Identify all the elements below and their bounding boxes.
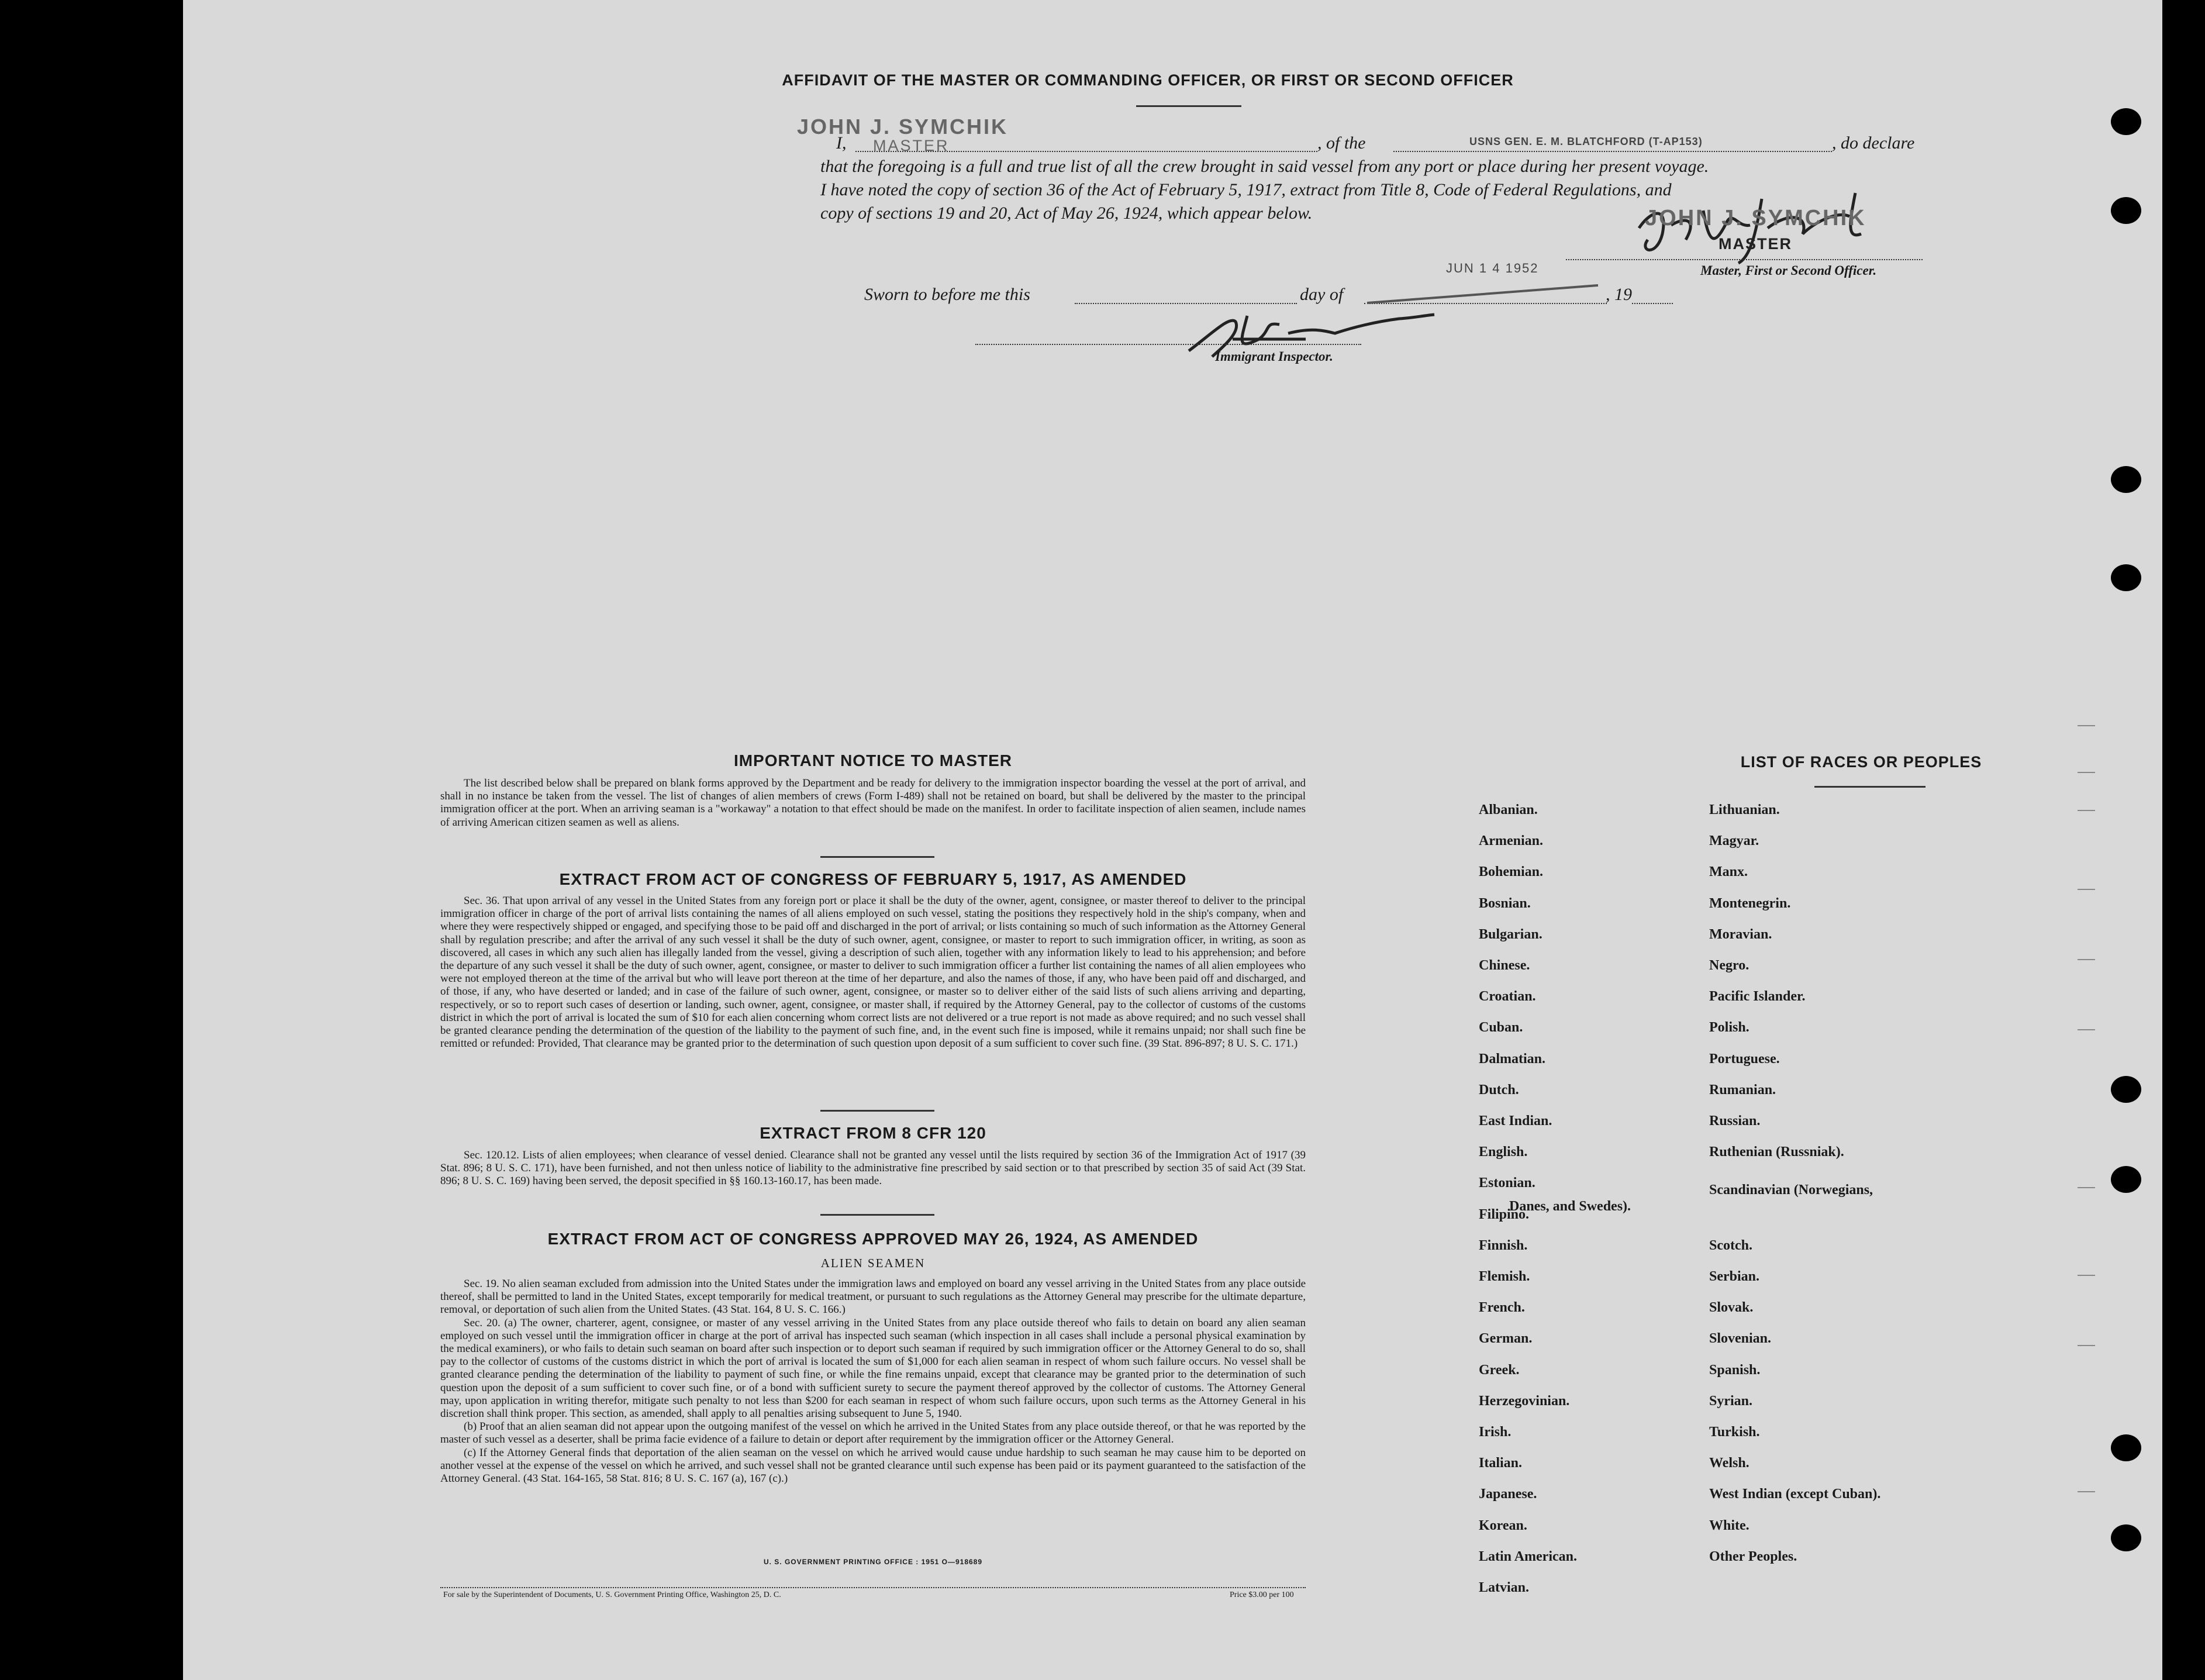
race-item: West Indian (except Cuban). [1709, 1486, 1881, 1502]
affidavit-body-line2: that the foregoing is a full and true list of all the crew brought in said vessel from any port or place during her present voyage. [820, 157, 1709, 176]
alien-seamen-subtitle: ALIEN SEAMEN [820, 1256, 926, 1270]
year-prefix: , 19 [1606, 285, 1632, 304]
notice-heading: IMPORTANT NOTICE TO MASTER [733, 751, 1013, 770]
punch-hole [2111, 1076, 2141, 1103]
punch-hole [2111, 1434, 2141, 1461]
margin-mark [2078, 889, 2095, 890]
master-rank-stamp: MASTER [873, 137, 950, 154]
race-item: Cuban. [1479, 1020, 1523, 1036]
affidavit-line1-i: I, [836, 133, 847, 153]
race-item: Dalmatian. [1479, 1051, 1545, 1067]
inspector-fill-line [975, 344, 1361, 345]
separator-rule [820, 856, 934, 858]
margin-mark [2078, 725, 2095, 726]
notice-paragraph: The list described below shall be prepared on blank forms approved by the Department and be ready for delivery to the immigration inspector boarding the vessel at the port of arrival, and shall in no instance be taken from the vessel. The list of changes of alien members of crews (Form I-489) shall not be retained on board, but shall be delivered by the master to the principal immigration officer at the port. When an arriving seaman is a "workaway" a notation to that effect should be made on the manifest. In order to facilitate inspection of alien seamen, include names of arriving American citizen seamen as well as aliens. [440, 777, 1306, 829]
extract-cfr-text [440, 1149, 1306, 1188]
extract-1917-heading: EXTRACT FROM ACT OF CONGRESS OF FEBRUARY 5, 1917, AS AMENDED [559, 870, 1187, 888]
vessel-name-stamp: USNS GEN. E. M. BLATCHFORD (T-AP153) [1469, 136, 1703, 147]
separator-rule [820, 1110, 934, 1112]
notice-text [440, 777, 1306, 829]
race-item: Japanese. [1479, 1486, 1537, 1502]
race-item: Filipino. [1479, 1206, 1530, 1222]
race-item: Polish. [1709, 1020, 1749, 1036]
margin-mark [2078, 1187, 2095, 1188]
race-item: Ruthenian (Russniak). [1709, 1144, 1844, 1160]
race-item: Rumanian. [1709, 1082, 1776, 1098]
extract-1924-heading: EXTRACT FROM ACT OF CONGRESS APPROVED MAY 26, 1924, AS AMENDED [547, 1230, 1199, 1248]
extract-cfr-paragraph: Sec. 120.12. Lists of alien employees; when clearance of vessel denied. Clearance shall not be granted any vessel until the lists required by section 36 of the Immigration Act of 1917 (39 Stat. 896; 8 U. S. C. 171), have been furnished, and not then unless notice of liability to the administrative fine prescribed by said section or to that prescribed by section 35 of said Act (39 Stat. 896; 8 U. S. C. 169) having been served, the deposit specified in §§ 160.13-160.17, has been made. [440, 1149, 1306, 1188]
race-item: Serbian. [1709, 1269, 1760, 1284]
race-item: Magyar. [1709, 833, 1759, 849]
title-underline [1136, 105, 1241, 107]
extract-1917-paragraph: Sec. 36. That upon arrival of any vessel in the United States from any foreign port or place it shall be the duty of the owner, agent, consignee, or master thereof to deliver to the principal immigration officer in charge of the port of arrival lists containing the names of all aliens employed on such vessel, stating the positions they respectively hold in the ship's company, when and where they were respectively shipped or engaged, and specifying those to be paid off and discharged in the port of arrival; or lists containing so much of such information as the Attorney General shall by regulation prescribe; and after the arrival of any such vessel it shall be the duty of such owner, agent, consignee, or master to report to such immigration officer, in writing, as soon as discovered, all cases in which any such alien has illegally landed from the vessel, giving a description of such alien, together with any information likely to lead to his apprehension; and before the departure of any such vessel it shall be the duty of such owner, agent, consignee, or master to deliver to such immigration officer a further list containing the names of all alien employees who were not employed thereon at the time of the arrival but who will leave port thereon at the time of her departure, and also the names of those, if any, who have been paid off and discharged, and of those, if any, who have deserted or landed; and in case of the failure of such owner, agent, consignee, or master so to deliver either of the said lists of such aliens arriving and departing, respectively, or so to report such cases of desertion or landing, such owner, agent, consignee, or master shall, if required by the Attorney General, pay to the collector of customs of the customs district in which the port of arrival is located the sum of $10 for each alien concerning whom correct lists are not delivered or a true report is not made as above required; and no such vessel shall be granted clearance pending the determination of the question of the liability to the payment of such fine, and, in the event such fine is imposed, while it remains unpaid; nor shall such fine be remitted or refunded: Provided, That clearance may be granted prior to the determination of such question upon deposit of a sum sufficient to cover such fine. (39 Stat. 896-897; 8 U. S. C. 171.) [440, 895, 1306, 1050]
race-item: Flemish. [1479, 1269, 1530, 1284]
race-item: Welsh. [1709, 1455, 1749, 1471]
extract-1917-text [440, 895, 1306, 1050]
date-stamp: JUN 1 4 1952 [1446, 261, 1539, 275]
race-item: Danes, and Swedes). [1509, 1199, 1631, 1214]
race-item: Greek. [1479, 1362, 1520, 1378]
officer-caption: Master, First or Second Officer. [1700, 263, 1877, 278]
margin-mark [2078, 1491, 2095, 1492]
race-item: Korean. [1479, 1517, 1527, 1533]
race-item: Russian. [1709, 1113, 1761, 1129]
margin-mark [2078, 1345, 2095, 1346]
footer-left: For sale by the Superintendent of Documents, U. S. Government Printing Office, Washington 25, D. C. [443, 1591, 781, 1599]
race-item: Turkish. [1709, 1424, 1760, 1440]
race-item: Latvian. [1479, 1580, 1530, 1595]
race-item: Spanish. [1709, 1362, 1761, 1378]
race-item: Lithuanian. [1709, 802, 1780, 817]
race-item: Scotch. [1709, 1237, 1752, 1253]
sec-20a-paragraph: Sec. 20. (a) The owner, charterer, agent, consignee, or master of any vessel arriving in the United States from any place outside thereof who fails to detain on board any alien seaman employed on such vessel until the immigration officer in charge at the port of arrival has inspected such seaman (which inspection in all cases shall include a personal physical examination by the medical examiners), or who fails to detain such seaman on board after such inspection or to deport such seaman if required by such immigration officer or the Attorney General to do so, shall pay to the collector of customs of the customs district in which the port of arrival is located the sum of $1,000 for each alien seaman in respect of whom such failure occurs. No vessel shall be granted clearance pending the determination of the liability to payment of such fine, or while the fine remains unpaid, except that clearance may be granted prior to the determination of such question upon the deposit of a sum sufficient to cover such fine, or of a bond with sufficient surety to secure the payment thereof approved by the collector of customs. The Attorney General may, upon application in writing therefor, mitigate such penalty to not less than $200 for each seaman in respect of whom such failure occurs, upon such terms as the Attorney General in his discretion shall think proper. This section, as amended, shall apply to all penalties arising subsequent to June 5, 1940. [440, 1316, 1306, 1420]
race-item: English. [1479, 1144, 1528, 1160]
inspector-caption: Immigrant Inspector. [1215, 349, 1333, 364]
master-name-stamp: JOHN J. SYMCHIK [797, 115, 1009, 139]
margin-mark [2078, 1275, 2095, 1276]
margin-mark [2078, 810, 2095, 811]
race-item: Scandinavian (Norwegians, [1709, 1182, 1873, 1198]
race-item: Finnish. [1479, 1237, 1528, 1253]
affidavit-body-line4: copy of sections 19 and 20, Act of May 26, 1924, which appear below. [820, 203, 1313, 223]
race-item: Croatian. [1479, 989, 1536, 1005]
race-item: Bosnian. [1479, 895, 1531, 911]
race-item: Albanian. [1479, 802, 1538, 817]
signature-rank-stamp: MASTER [1719, 235, 1792, 253]
day-of-text: day of [1300, 285, 1344, 304]
sworn-text: Sworn to before me this [864, 285, 1030, 304]
margin-mark [2078, 959, 2095, 960]
sec-20b-paragraph: (b) Proof that an alien seaman did not appear upon the outgoing manifest of the vessel on which he arrived in the United States from any place outside thereof, or that he was reported by the master of such vessel as a deserter, shall be prima facie evidence of a failure to detain or deport after requirement by the immigration officer or the Attorney General. [440, 1420, 1306, 1446]
signature-name-stamp: JOHN J. SYMCHIK [1645, 206, 1866, 230]
sworn-year-line [1632, 303, 1673, 304]
signature-fill-line [1566, 259, 1923, 260]
race-item: Slovenian. [1709, 1331, 1772, 1347]
gpo-imprint: U. S. GOVERNMENT PRINTING OFFICE : 1951 O—918689 [763, 1558, 983, 1566]
race-item: French. [1479, 1300, 1525, 1316]
race-item: Irish. [1479, 1424, 1512, 1440]
race-item: Montenegrin. [1709, 895, 1791, 911]
margin-mark [2078, 772, 2095, 773]
race-item: Italian. [1479, 1455, 1523, 1471]
punch-hole [2111, 1524, 2141, 1551]
race-item: East Indian. [1479, 1113, 1552, 1129]
race-item: Armenian. [1479, 833, 1543, 849]
footer-right: Price $3.00 per 100 [1230, 1591, 1294, 1599]
race-item: Negro. [1709, 958, 1749, 973]
extract-cfr-heading: EXTRACT FROM 8 CFR 120 [760, 1124, 986, 1142]
punch-hole [2111, 108, 2141, 135]
race-item: Bulgarian. [1479, 926, 1543, 942]
race-item: Bohemian. [1479, 864, 1544, 880]
race-item: Manx. [1709, 864, 1748, 880]
affidavit-body-line3: I have noted the copy of section 36 of the Act of February 5, 1917, extract from Title 8, Code of Federal Regulations, and [820, 180, 1672, 199]
race-item: Syrian. [1709, 1393, 1753, 1409]
affidavit-line1-declare: , do declare [1832, 133, 1915, 153]
sec-19-paragraph: Sec. 19. No alien seaman excluded from admission into the United States under the immigration laws and employed on board any vessel arriving in the United States from any place outside thereof, shall be permitted to land in the United States, except temporarily for medical treatment, or pursuant to such regulations as the Attorney General may prescribe for the ultimate departure, removal, or deportation of such alien from the United States. (43 Stat. 164, 8 U. S. C. 166.) [440, 1278, 1306, 1316]
extract-1924-text [440, 1278, 1306, 1485]
separator-rule [820, 1214, 934, 1216]
race-item: Estonian. [1479, 1175, 1535, 1191]
margin-mark [2078, 1029, 2095, 1030]
race-item: White. [1709, 1517, 1749, 1533]
sec-20c-paragraph: (c) If the Attorney General finds that deportation of the alien seaman on the vessel on which he arrived would cause undue hardship to such seaman he may cause him to be deported on another vessel at the expense of the vessel on which he arrived, and such vessel shall not be granted clearance until such expense has been paid or its payment guaranteed to the satisfaction of the Attorney General. (43 Stat. 164-165, 58 Stat. 816; 8 U. S. C. 167 (a), 167 (c).) [440, 1446, 1306, 1485]
race-item: Moravian. [1709, 926, 1772, 942]
footer-rule [440, 1587, 1306, 1588]
affidavit-title: AFFIDAVIT OF THE MASTER OR COMMANDING OFFICER, OR FIRST OR SECOND OFFICER [782, 71, 1514, 89]
document-page [183, 0, 2162, 1680]
race-item: Latin American. [1479, 1548, 1577, 1564]
vessel-fill-line [1393, 151, 1832, 152]
punch-hole [2111, 564, 2141, 591]
race-item: Herzegovinian. [1479, 1393, 1570, 1409]
affidavit-line1-of-the: , of the [1317, 133, 1366, 153]
punch-hole [2111, 1166, 2141, 1193]
race-item: Other Peoples. [1709, 1548, 1797, 1564]
punch-hole [2111, 197, 2141, 224]
race-item: Portuguese. [1709, 1051, 1780, 1067]
punch-hole [2111, 466, 2141, 493]
races-heading: LIST OF RACES OR PEOPLES [1740, 753, 1982, 771]
race-item: Slovak. [1709, 1300, 1754, 1316]
races-underline [1814, 786, 1926, 788]
race-item: Dutch. [1479, 1082, 1519, 1098]
race-item: Pacific Islander. [1709, 989, 1806, 1005]
race-item: German. [1479, 1331, 1533, 1347]
race-item: Chinese. [1479, 958, 1530, 973]
